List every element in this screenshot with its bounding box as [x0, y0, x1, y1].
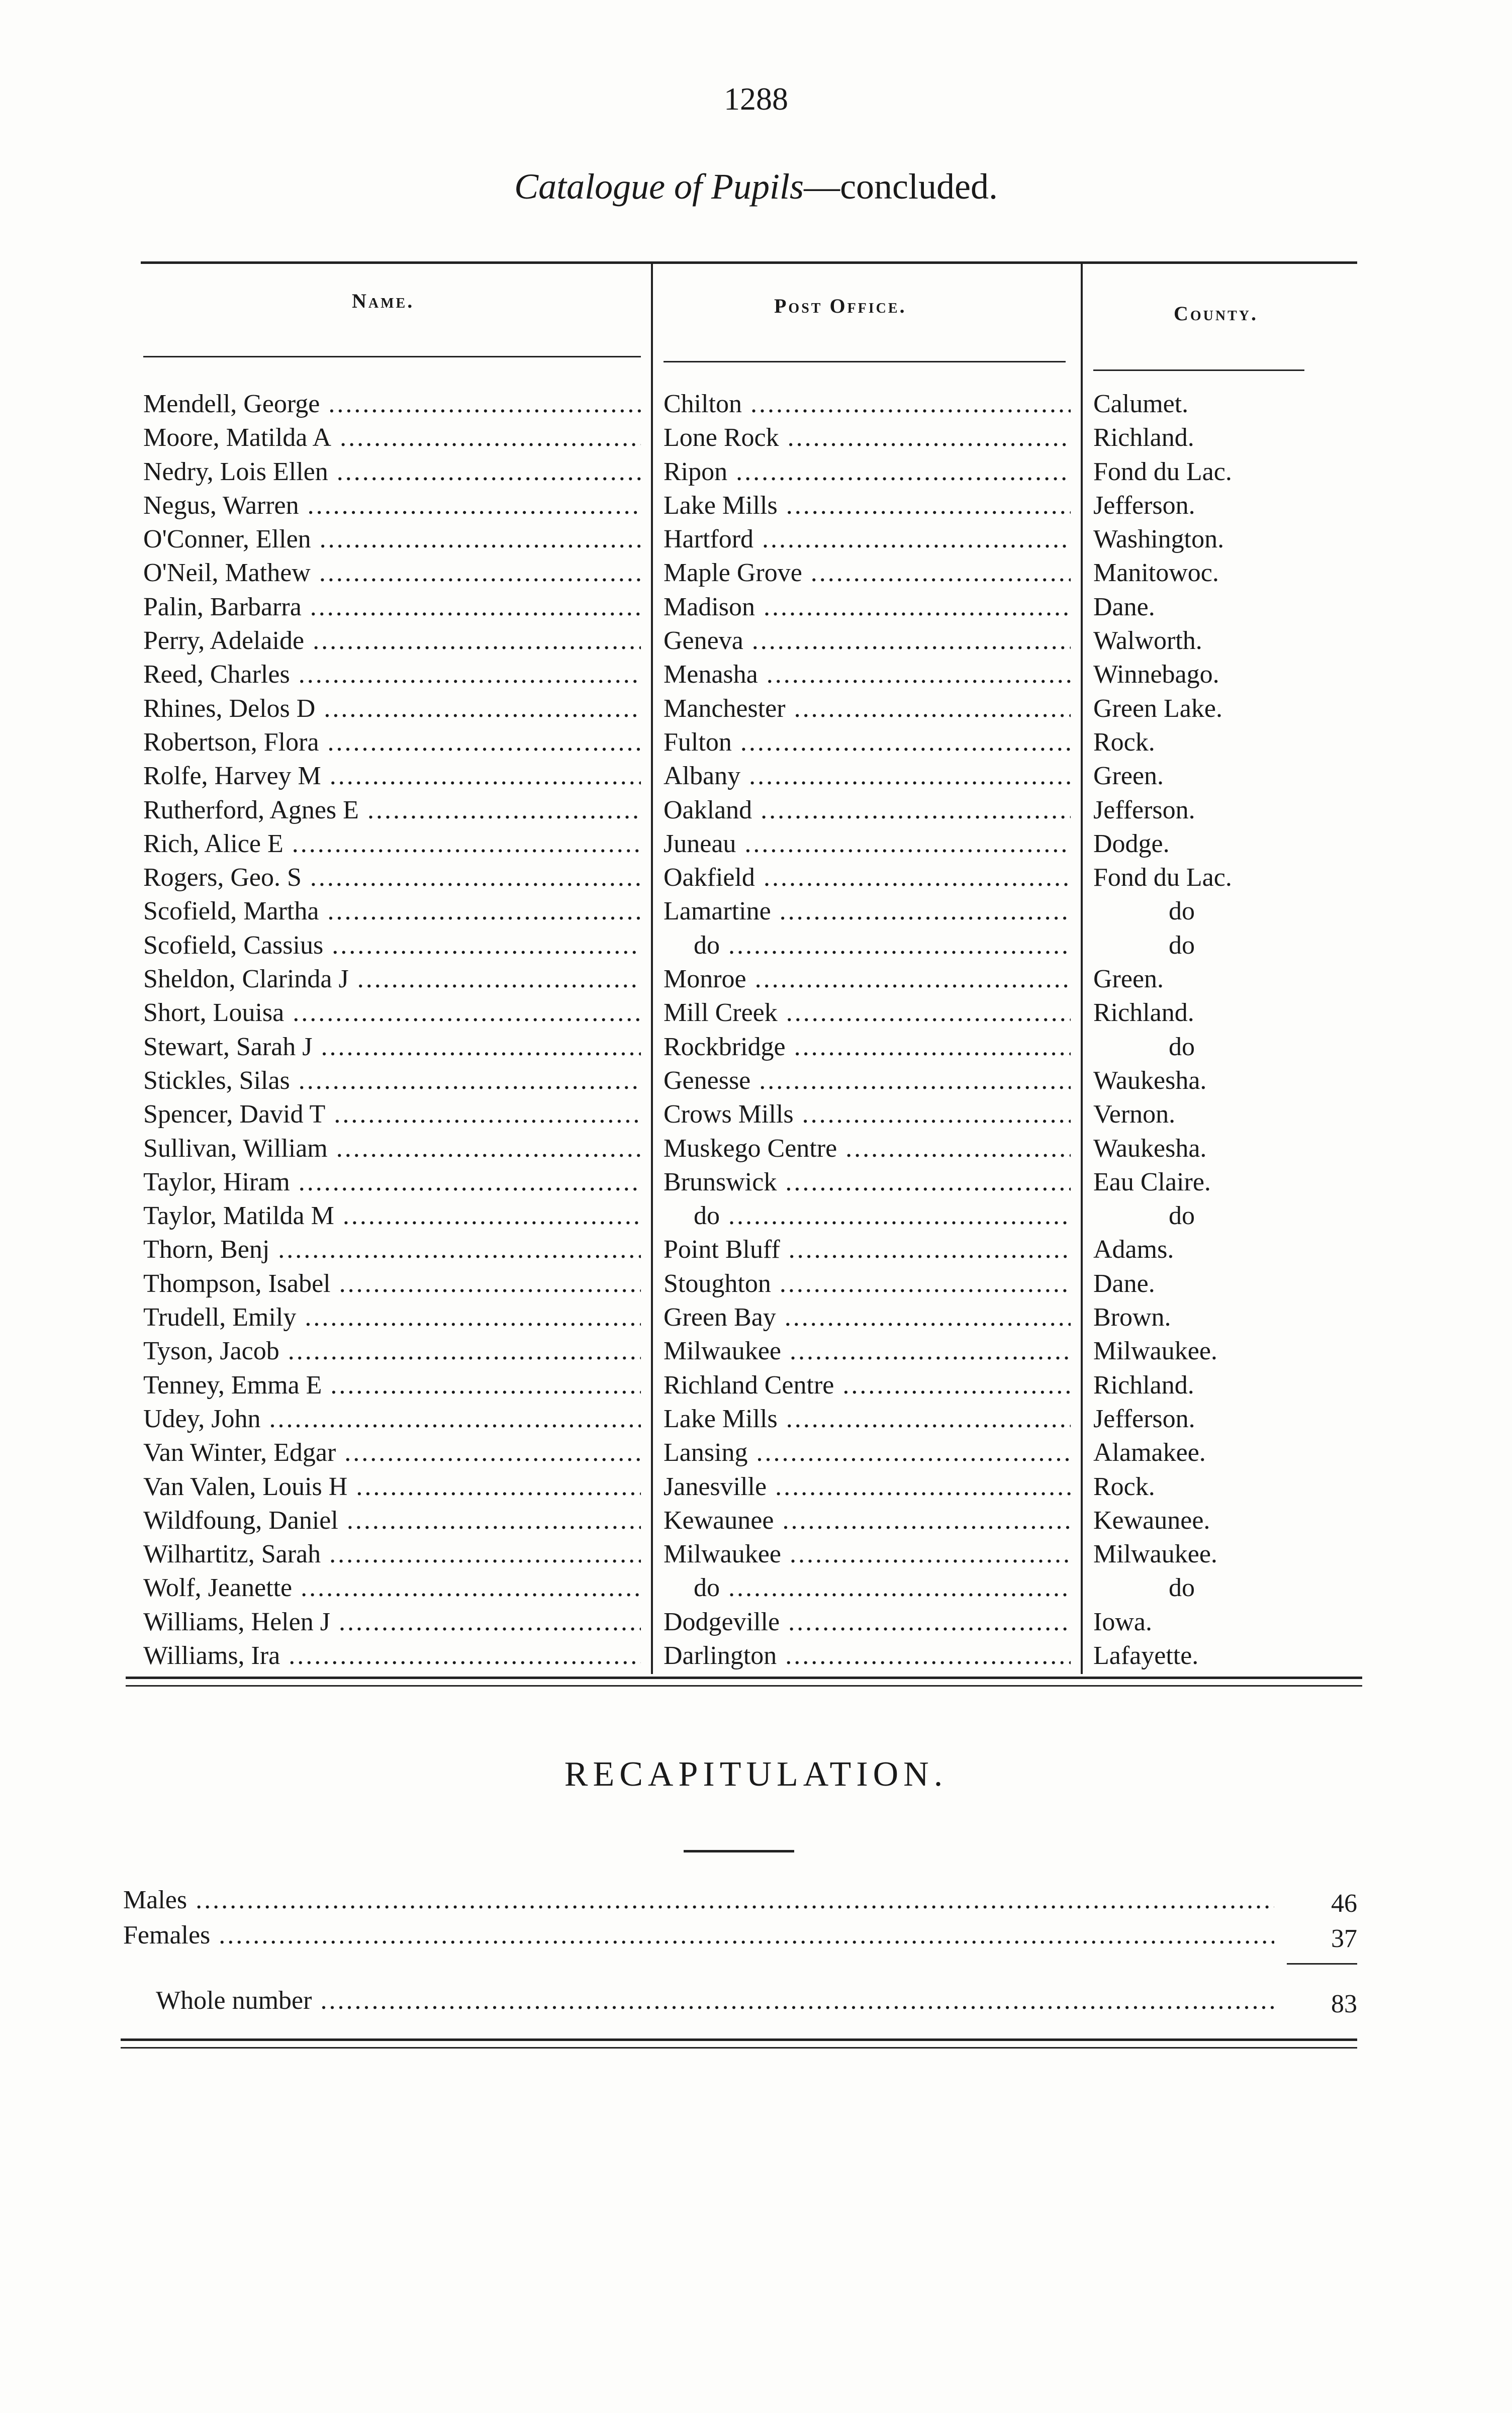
- table-row-county: [1093, 387, 1304, 421]
- post-office-cell: Lake Mills .....: [664, 1402, 1071, 1436]
- county-cell: Dodge.: [1093, 829, 1170, 858]
- name-cell: Rhines, Delos D .....: [143, 692, 641, 725]
- table-row-post-office: [664, 455, 1071, 489]
- table-row-name: [143, 1436, 641, 1469]
- post-office-cell: Geneva .....: [664, 624, 1071, 658]
- table-row-name: [143, 1199, 641, 1233]
- recap-females-label: Females .....: [123, 1918, 1274, 1953]
- name-cell: Scofield, Cassius .....: [143, 929, 641, 962]
- table-row-county: [1093, 1132, 1304, 1165]
- county-cell: Brown.: [1093, 1303, 1171, 1332]
- table-row-county: [1093, 929, 1304, 962]
- table-bottom-rule-1: [126, 1677, 1362, 1679]
- post-office-cell: Milwaukee .....: [664, 1537, 1071, 1571]
- table-row-post-office: [664, 759, 1071, 793]
- name-cell: Scofield, Martha .....: [143, 894, 641, 928]
- table-row-county: [1093, 1436, 1304, 1469]
- table-row-post-office: [664, 1605, 1071, 1639]
- table-row-county: [1093, 996, 1304, 1030]
- county-cell: Milwaukee.: [1093, 1337, 1217, 1366]
- post-office-cell: do .....: [664, 1199, 1071, 1233]
- table-row-name: [143, 894, 641, 928]
- county-column: [1093, 387, 1304, 1673]
- table-row-post-office: [664, 929, 1071, 962]
- name-header-underline: [143, 356, 641, 357]
- table-row-county: [1093, 1368, 1304, 1402]
- name-cell: Rich, Alice E .....: [143, 827, 641, 861]
- table-row-post-office: [664, 827, 1071, 861]
- county-cell: do: [1169, 931, 1195, 960]
- table-row-name: [143, 692, 641, 725]
- table-row-post-office: [664, 590, 1071, 624]
- post-office-cell: Fulton .....: [664, 725, 1071, 759]
- county-cell: Kewaunee.: [1093, 1506, 1210, 1535]
- name-cell: Tenney, Emma E .....: [143, 1368, 641, 1402]
- post-office-cell: Lansing .....: [664, 1436, 1071, 1469]
- name-column: [143, 387, 641, 1673]
- table-row-name: [143, 522, 641, 556]
- post-office-cell: Monroe .....: [664, 962, 1071, 996]
- table-row-county: [1093, 1267, 1304, 1301]
- table-row-post-office: [664, 421, 1071, 454]
- table-row-post-office: [664, 1571, 1071, 1605]
- table-row-post-office: [664, 522, 1071, 556]
- table-row-post-office: [664, 624, 1071, 658]
- post-office-cell: Crows Mills .....: [664, 1097, 1071, 1131]
- header-post-office: Post Office.: [774, 295, 907, 317]
- name-cell: Rutherford, Agnes E .....: [143, 793, 641, 827]
- county-cell: Iowa.: [1093, 1607, 1152, 1636]
- page-number: 1288: [724, 81, 788, 117]
- page-bottom-rule-1: [121, 2038, 1357, 2041]
- county-cell: Adams.: [1093, 1235, 1174, 1264]
- table-row-post-office: [664, 1165, 1071, 1199]
- table-row-name: [143, 1470, 641, 1504]
- name-cell: Taylor, Matilda M .....: [143, 1199, 641, 1233]
- county-cell: Lafayette.: [1093, 1641, 1199, 1670]
- table-row-post-office: [664, 962, 1071, 996]
- name-cell: Tyson, Jacob .....: [143, 1334, 641, 1368]
- county-header-underline: [1093, 369, 1304, 371]
- county-cell: do: [1169, 1032, 1195, 1061]
- name-cell: Short, Louisa .....: [143, 996, 641, 1030]
- table-row-name: [143, 624, 641, 658]
- page-title-rest: —concluded.: [804, 166, 998, 207]
- name-cell: Moore, Matilda A .....: [143, 421, 641, 454]
- table-row-name: [143, 1233, 641, 1266]
- post-office-cell: do .....: [664, 1571, 1071, 1605]
- name-cell: Robertson, Flora .....: [143, 725, 641, 759]
- table-top-rule: [141, 261, 1357, 264]
- county-cell: do: [1169, 897, 1195, 926]
- name-cell: Van Winter, Edgar .....: [143, 1436, 641, 1469]
- county-cell: Winnebago.: [1093, 660, 1219, 689]
- table-row-post-office: [664, 1097, 1071, 1131]
- table-row-county: [1093, 1030, 1304, 1064]
- name-cell: Wilhartitz, Sarah .....: [143, 1537, 641, 1571]
- table-row-name: [143, 489, 641, 522]
- table-row-post-office: [664, 1199, 1071, 1233]
- table-row-county: [1093, 1537, 1304, 1571]
- county-cell: Dane.: [1093, 1269, 1155, 1298]
- name-cell: Sheldon, Clarinda J .....: [143, 962, 641, 996]
- post-office-cell: Maple Grove .....: [664, 556, 1071, 590]
- table-row-county: [1093, 489, 1304, 522]
- name-cell: Thorn, Benj .....: [143, 1233, 641, 1266]
- county-cell: Richland.: [1093, 1370, 1194, 1400]
- post-office-cell: Mill Creek .....: [664, 996, 1071, 1030]
- name-cell: Mendell, George .....: [143, 387, 641, 421]
- table-row-name: [143, 1030, 641, 1064]
- table-row-post-office: [664, 1301, 1071, 1334]
- table-row-county: [1093, 1571, 1304, 1605]
- table-row-post-office: [664, 1639, 1071, 1673]
- table-row-name: [143, 1639, 641, 1673]
- name-cell: Udey, John .....: [143, 1402, 641, 1436]
- table-row-county: [1093, 861, 1304, 894]
- name-cell: Trudell, Emily .....: [143, 1301, 641, 1334]
- table-row-name: [143, 658, 641, 691]
- table-row-post-office: [664, 1030, 1071, 1064]
- county-cell: Walworth.: [1093, 626, 1202, 656]
- county-cell: Dane.: [1093, 592, 1155, 621]
- post-office-cell: Lake Mills .....: [664, 489, 1071, 522]
- table-row-post-office: [664, 1267, 1071, 1301]
- table-row-post-office: [664, 556, 1071, 590]
- county-cell: Fond du Lac.: [1093, 457, 1232, 486]
- name-cell: Stewart, Sarah J .....: [143, 1030, 641, 1064]
- county-cell: Richland.: [1093, 998, 1194, 1028]
- post-office-cell: Ripon .....: [664, 455, 1071, 489]
- name-cell: O'Conner, Ellen .....: [143, 522, 641, 556]
- table-row-county: [1093, 1165, 1304, 1199]
- table-row-post-office: [664, 489, 1071, 522]
- table-row-name: [143, 1097, 641, 1131]
- table-row-county: [1093, 624, 1304, 658]
- name-cell: Sullivan, William .....: [143, 1132, 641, 1165]
- table-row-post-office: [664, 1334, 1071, 1368]
- table-row-post-office: [664, 1436, 1071, 1469]
- name-cell: Perry, Adelaide .....: [143, 624, 641, 658]
- table-row-name: [143, 827, 641, 861]
- county-cell: Eau Claire.: [1093, 1167, 1211, 1196]
- table-row-county: [1093, 962, 1304, 996]
- table-row-name: [143, 759, 641, 793]
- table-row-post-office: [664, 1402, 1071, 1436]
- page-title: [0, 166, 1512, 208]
- post-office-cell: Green Bay .....: [664, 1301, 1071, 1334]
- table-row-post-office: [664, 1504, 1071, 1537]
- page-title-italic: Catalogue of Pupils: [514, 166, 804, 207]
- county-cell: Rock.: [1093, 727, 1155, 757]
- table-row-post-office: [664, 996, 1071, 1030]
- table-row-county: [1093, 894, 1304, 928]
- county-cell: Jefferson.: [1093, 491, 1195, 520]
- table-row-name: [143, 1605, 641, 1639]
- county-cell: Alamakee.: [1093, 1438, 1206, 1467]
- post-office-cell: Rockbridge .....: [664, 1030, 1071, 1064]
- table-row-name: [143, 1402, 641, 1436]
- table-row-name: [143, 725, 641, 759]
- table-row-name: [143, 996, 641, 1030]
- name-cell: Taylor, Hiram .....: [143, 1165, 641, 1199]
- post-office-cell: Richland Centre .....: [664, 1368, 1071, 1402]
- county-cell: Vernon.: [1093, 1100, 1176, 1129]
- table-row-county: [1093, 1334, 1304, 1368]
- table-row-name: [143, 590, 641, 624]
- name-cell: Van Valen, Louis H .....: [143, 1470, 641, 1504]
- name-cell: Rogers, Geo. S .....: [143, 861, 641, 894]
- table-row-post-office: [664, 658, 1071, 691]
- table-row-name: [143, 421, 641, 454]
- county-cell: Manitowoc.: [1093, 559, 1219, 588]
- recap-sum-rule: [1287, 1963, 1357, 1965]
- name-cell: Wildfoung, Daniel .....: [143, 1504, 641, 1537]
- table-row-county: [1093, 590, 1304, 624]
- recapitulation-title: RECAPITULATION.: [564, 1755, 948, 1794]
- post-office-cell: Janesville .....: [664, 1470, 1071, 1504]
- table-row-post-office: [664, 725, 1071, 759]
- table-row-name: [143, 1334, 641, 1368]
- post-office-cell: Darlington .....: [664, 1639, 1071, 1673]
- post-office-cell: Genesse .....: [664, 1064, 1071, 1097]
- table-row-county: [1093, 1199, 1304, 1233]
- table-row-post-office: [664, 692, 1071, 725]
- name-cell: Rolfe, Harvey M .....: [143, 759, 641, 793]
- post-office-cell: Hartford .....: [664, 522, 1071, 556]
- table-row-county: [1093, 759, 1304, 793]
- table-row-county: [1093, 1064, 1304, 1097]
- name-cell: Nedry, Lois Ellen .....: [143, 455, 641, 489]
- table-row-name: [143, 1368, 641, 1402]
- county-cell: Waukesha.: [1093, 1134, 1207, 1163]
- table-row-county: [1093, 1639, 1304, 1673]
- county-cell: Jefferson.: [1093, 795, 1195, 824]
- name-cell: Stickles, Silas .....: [143, 1064, 641, 1097]
- post-office-cell: Madison .....: [664, 590, 1071, 624]
- recap-females-row: [123, 1918, 1274, 1953]
- recap-males-label: Males .....: [123, 1883, 1274, 1918]
- county-cell: Milwaukee.: [1093, 1540, 1217, 1569]
- table-row-county: [1093, 1470, 1304, 1504]
- name-cell: Reed, Charles .....: [143, 658, 641, 691]
- table-row-county: [1093, 522, 1304, 556]
- post-office-cell: Stoughton .....: [664, 1267, 1071, 1301]
- table-col-divider-2: [1081, 261, 1083, 1674]
- post-office-column: [664, 387, 1071, 1673]
- county-cell: Calumet.: [1093, 390, 1189, 418]
- table-row-name: [143, 455, 641, 489]
- post-office-cell: Muskego Centre .....: [664, 1132, 1071, 1165]
- county-cell: Richland.: [1093, 423, 1194, 452]
- post-office-cell: Oakland .....: [664, 793, 1071, 827]
- county-cell: Green.: [1093, 762, 1164, 791]
- table-row-name: [143, 387, 641, 421]
- table-col-divider-1: [651, 261, 653, 1674]
- table-row-county: [1093, 1504, 1304, 1537]
- recap-males-row: [123, 1883, 1274, 1918]
- post-office-cell: Kewaunee .....: [664, 1504, 1071, 1537]
- name-cell: O'Neil, Mathew .....: [143, 556, 641, 590]
- post-office-cell: Point Bluff .....: [664, 1233, 1071, 1266]
- post-office-cell: Brunswick .....: [664, 1165, 1071, 1199]
- county-cell: do: [1169, 1201, 1195, 1231]
- table-row-county: [1093, 1605, 1304, 1639]
- table-row-county: [1093, 1301, 1304, 1334]
- post-office-cell: Chilton .....: [664, 387, 1071, 421]
- table-row-county: [1093, 793, 1304, 827]
- table-row-county: [1093, 658, 1304, 691]
- table-row-name: [143, 861, 641, 894]
- table-row-name: [143, 962, 641, 996]
- table-row-post-office: [664, 1470, 1071, 1504]
- table-row-post-office: [664, 387, 1071, 421]
- county-cell: Rock.: [1093, 1472, 1155, 1501]
- table-row-name: [143, 793, 641, 827]
- table-row-post-office: [664, 1233, 1071, 1266]
- table-row-county: [1093, 1233, 1304, 1266]
- table-row-county: [1093, 725, 1304, 759]
- recap-whole-value: 83: [1331, 1990, 1357, 2018]
- post-office-cell: Dodgeville .....: [664, 1605, 1071, 1639]
- name-cell: Negus, Warren .....: [143, 489, 641, 522]
- name-cell: Thompson, Isabel .....: [143, 1267, 641, 1301]
- table-row-name: [143, 1267, 641, 1301]
- recap-title-underline: [684, 1850, 794, 1852]
- name-cell: Wolf, Jeanette .....: [143, 1571, 641, 1605]
- post-office-cell: Oakfield .....: [664, 861, 1071, 894]
- table-row-post-office: [664, 1368, 1071, 1402]
- recap-whole-row: [156, 1983, 1274, 2018]
- recap-females-value: 37: [1331, 1924, 1357, 1953]
- table-row-name: [143, 1571, 641, 1605]
- table-row-county: [1093, 556, 1304, 590]
- table-row-county: [1093, 421, 1304, 454]
- table-row-county: [1093, 1402, 1304, 1436]
- recap-males-value: 46: [1331, 1889, 1357, 1918]
- post-office-cell: Juneau .....: [664, 827, 1071, 861]
- table-row-name: [143, 1301, 641, 1334]
- table-row-name: [143, 556, 641, 590]
- post-header-underline: [664, 361, 1066, 362]
- table-row-post-office: [664, 861, 1071, 894]
- table-row-name: [143, 1165, 641, 1199]
- table-bottom-rule-2: [126, 1685, 1362, 1687]
- county-cell: Fond du Lac.: [1093, 863, 1232, 892]
- county-cell: Waukesha.: [1093, 1066, 1207, 1095]
- post-office-cell: do .....: [664, 929, 1071, 962]
- table-row-county: [1093, 827, 1304, 861]
- page-bottom-rule-2: [121, 2047, 1357, 2049]
- header-county: County.: [1174, 302, 1259, 325]
- post-office-cell: Lamartine .....: [664, 894, 1071, 928]
- table-row-county: [1093, 455, 1304, 489]
- name-cell: Spencer, David T .....: [143, 1097, 641, 1131]
- table-row-county: [1093, 1097, 1304, 1131]
- table-row-name: [143, 929, 641, 962]
- name-cell: Williams, Ira .....: [143, 1639, 641, 1673]
- name-cell: Williams, Helen J .....: [143, 1605, 641, 1639]
- county-cell: do: [1169, 1573, 1195, 1603]
- post-office-cell: Albany .....: [664, 759, 1071, 793]
- header-name: Name.: [352, 290, 415, 312]
- post-office-cell: Manchester .....: [664, 692, 1071, 725]
- table-row-name: [143, 1064, 641, 1097]
- post-office-cell: Menasha .....: [664, 658, 1071, 691]
- table-row-post-office: [664, 1132, 1071, 1165]
- name-cell: Palin, Barbarra .....: [143, 590, 641, 624]
- table-row-post-office: [664, 793, 1071, 827]
- table-row-post-office: [664, 894, 1071, 928]
- county-cell: Jefferson.: [1093, 1404, 1195, 1433]
- table-row-county: [1093, 692, 1304, 725]
- county-cell: Washington.: [1093, 525, 1224, 554]
- recap-whole-label: Whole number .....: [156, 1983, 1274, 2018]
- county-cell: Green.: [1093, 965, 1164, 994]
- county-cell: Green Lake.: [1093, 694, 1222, 723]
- table-row-name: [143, 1132, 641, 1165]
- post-office-cell: Milwaukee .....: [664, 1334, 1071, 1368]
- post-office-cell: Lone Rock .....: [664, 421, 1071, 454]
- table-row-post-office: [664, 1537, 1071, 1571]
- table-row-post-office: [664, 1064, 1071, 1097]
- table-row-name: [143, 1537, 641, 1571]
- table-row-name: [143, 1504, 641, 1537]
